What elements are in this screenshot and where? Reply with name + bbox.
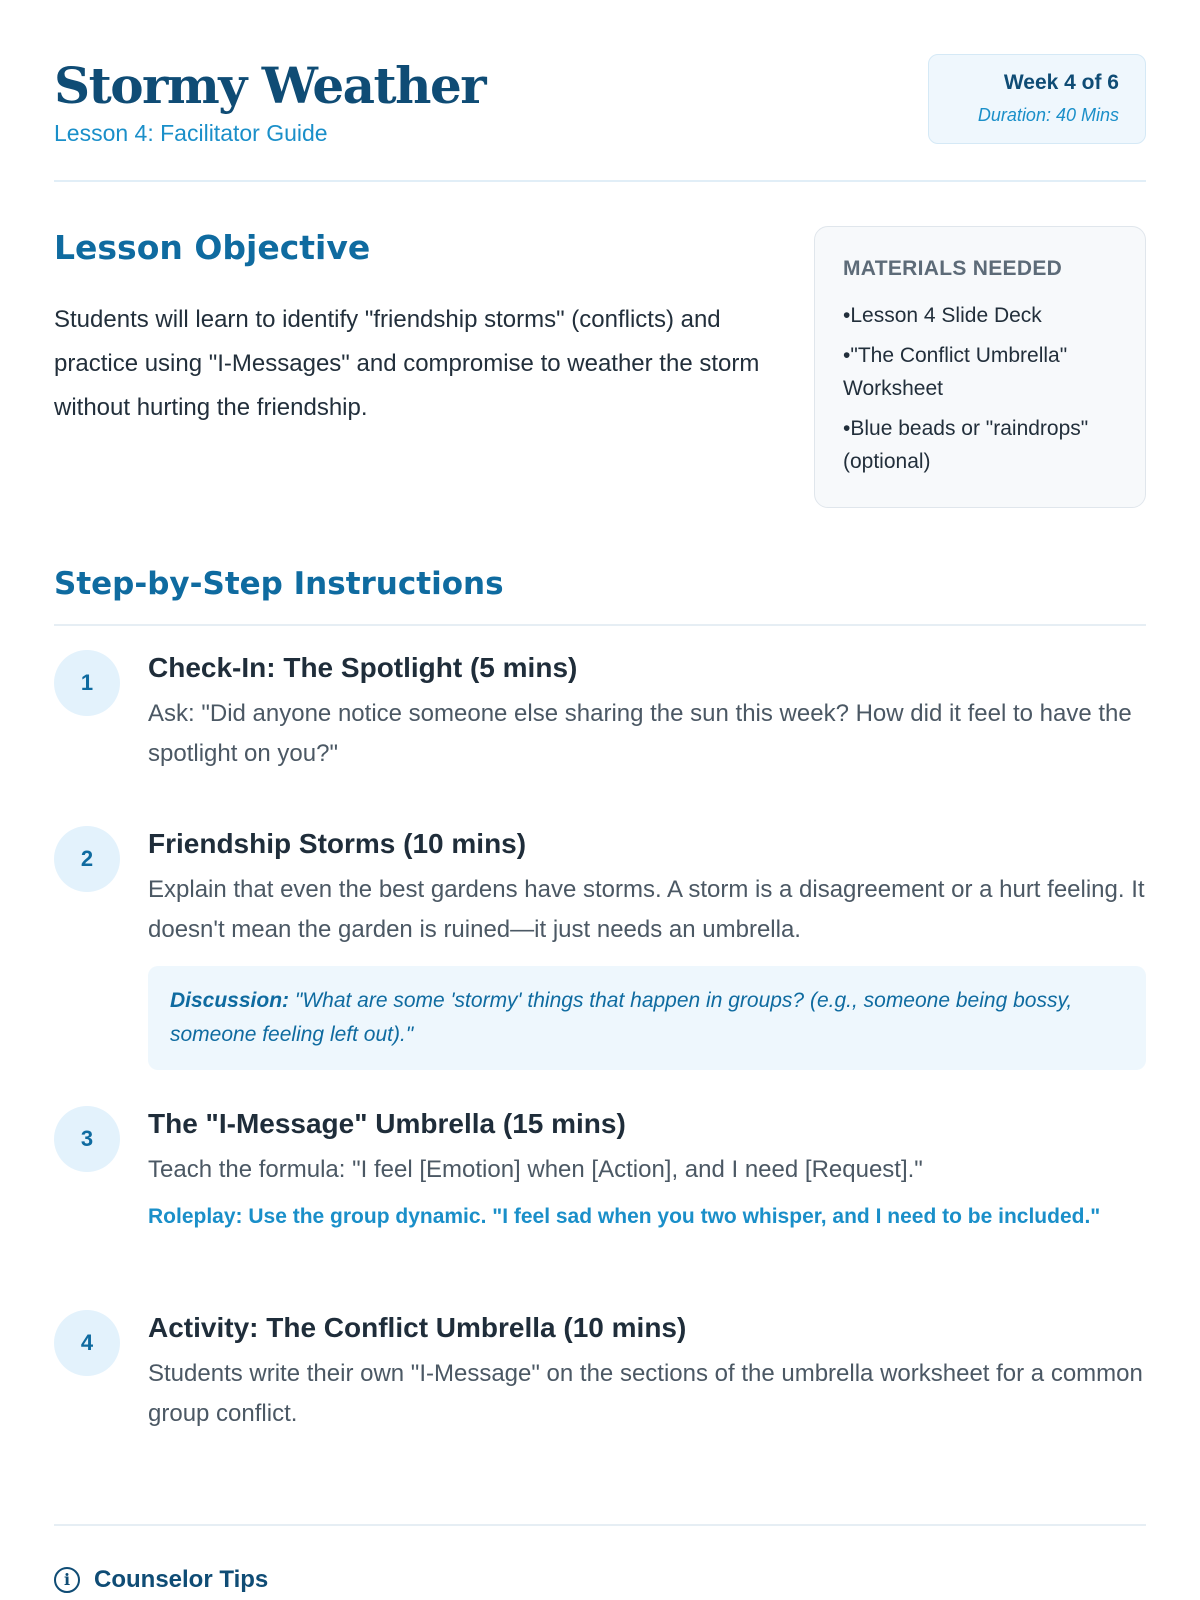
step-text: Explain that even the best gardens have storms. A storm is a disagreement or a hurt feeling. It doesn't mean the garden is ruined—it just needs an umbrella. bbox=[148, 876, 1145, 943]
divider bbox=[54, 624, 1146, 626]
step-number-badge: 2 bbox=[54, 826, 120, 892]
materials-heading: MATERIALS NEEDED bbox=[843, 257, 1063, 280]
step-number-badge: 1 bbox=[54, 650, 120, 716]
week-label: Week 4 of 6 bbox=[1003, 71, 1119, 94]
materials-card bbox=[814, 226, 1146, 508]
materials-item: • "The Conflict Umbrella" Worksheet bbox=[843, 339, 1117, 405]
materials-item: • Lesson 4 Slide Deck bbox=[843, 299, 1117, 332]
materials-item: • Blue beads or "raindrops" (optional) bbox=[843, 412, 1117, 478]
counselor-tips-heading: Counselor Tips bbox=[94, 1566, 269, 1593]
discussion-text: "What are some 'stormy' things that happen in groups? (e.g., someone being bossy, someone feeling left out)." bbox=[170, 989, 1073, 1046]
step-title: Activity: The Conflict Umbrella (10 mins) bbox=[148, 1312, 687, 1343]
objective-text: Students will learn to identify "friendship storms" (conflicts) and practice using "I-Messages" and compromise to weather the storm without hurting the friendship. bbox=[54, 306, 760, 421]
step-number-badge: 3 bbox=[54, 1106, 120, 1172]
divider bbox=[54, 1524, 1146, 1526]
materials-list bbox=[843, 299, 1117, 478]
week-badge bbox=[928, 54, 1146, 144]
page-header bbox=[54, 0, 1146, 182]
discussion-label: Discussion: bbox=[170, 989, 290, 1012]
step-text: Ask: "Did anyone notice someone else sharing the sun this week? How did it feel to have the spotlight on you?" bbox=[148, 700, 1132, 767]
discussion-callout bbox=[148, 966, 1146, 1070]
step-text: Students write their own "I-Message" on the sections of the umbrella worksheet for a common group conflict. bbox=[148, 1360, 1143, 1427]
roleplay-note: Roleplay: Use the group dynamic. "I feel sad when you two whisper, and I need to be included." bbox=[148, 1205, 1101, 1228]
counselor-tips-section bbox=[54, 1566, 268, 1594]
page-subtitle: Lesson 4: Facilitator Guide bbox=[54, 120, 328, 146]
step-number-badge: 4 bbox=[54, 1310, 120, 1376]
steps-heading: Step-by-Step Instructions bbox=[54, 566, 504, 602]
step-title: Friendship Storms (10 mins) bbox=[148, 828, 527, 859]
step-title: Check-In: The Spotlight (5 mins) bbox=[148, 652, 578, 683]
info-icon: i bbox=[54, 1567, 80, 1593]
duration-label: Duration: 40 Mins bbox=[977, 105, 1119, 125]
step-title: The "I-Message" Umbrella (15 mins) bbox=[148, 1108, 626, 1139]
page-title: Stormy Weather bbox=[54, 56, 486, 115]
objective-heading: Lesson Objective bbox=[54, 228, 371, 267]
step-text: Teach the formula: "I feel [Emotion] when [Action], and I need [Request]." bbox=[148, 1156, 923, 1183]
